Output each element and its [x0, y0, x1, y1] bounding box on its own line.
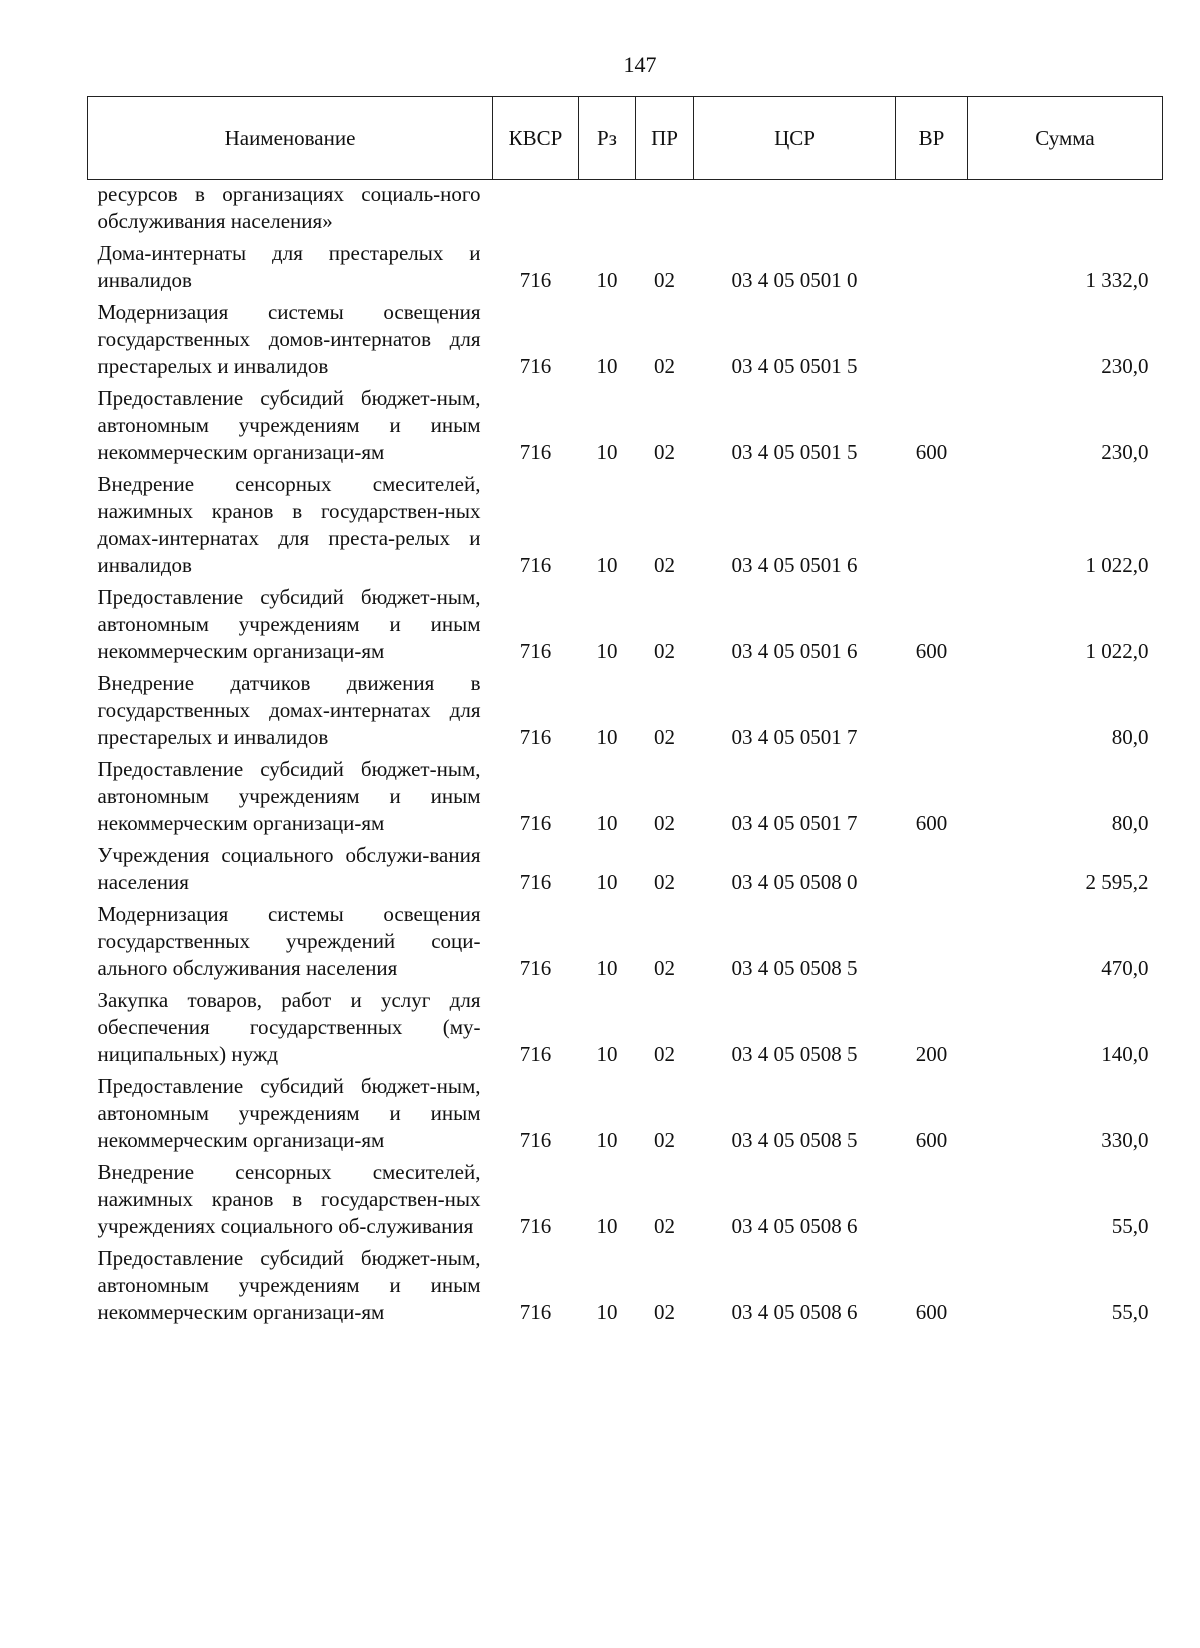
budget-table — [87, 96, 1163, 1326]
row-sum: 140,0 — [1101, 1042, 1149, 1066]
row-vr — [896, 294, 968, 380]
row-vr: 600 — [915, 639, 948, 663]
header-kvsr: КВСР — [493, 97, 579, 180]
table-row — [88, 1068, 1163, 1154]
header-sum: Сумма — [968, 97, 1163, 180]
table-row — [88, 380, 1163, 466]
row-csr — [694, 180, 896, 236]
row-name: Внедрение сенсорных смесителей, нажимных кранов в государствен-ных домах-интернатах для преста-релых и инвалидов — [97, 472, 481, 577]
row-vr: 600 — [915, 1300, 948, 1324]
row-rz: 10 — [596, 639, 618, 663]
row-pr: 02 — [654, 440, 675, 464]
row-sum: 1 022,0 — [1085, 553, 1149, 577]
row-sum: 1 022,0 — [1085, 639, 1149, 663]
row-csr: 03 4 05 0508 6 — [731, 1300, 858, 1324]
row-csr: 03 4 05 0501 6 — [731, 553, 858, 577]
row-csr: 03 4 05 0501 7 — [731, 725, 858, 749]
row-name: Модернизация системы освещения государственных домов-интернатов для престарелых и инвалидов — [97, 300, 481, 378]
header-name: Наименование — [88, 97, 493, 180]
row-sum: 470,0 — [1101, 956, 1149, 980]
row-sum: 2 595,2 — [1085, 870, 1149, 894]
row-name: Предоставление субсидий бюджет-ным, автономным учреждениям и иным некоммерческим организаци-ям — [97, 757, 481, 835]
row-sum: 230,0 — [1101, 354, 1149, 378]
row-csr: 03 4 05 0501 6 — [731, 639, 858, 663]
row-rz: 10 — [596, 440, 618, 464]
row-pr: 02 — [654, 268, 675, 292]
row-rz: 10 — [596, 1214, 618, 1238]
row-pr: 02 — [654, 354, 675, 378]
row-vr: 600 — [915, 811, 948, 835]
table-row — [88, 466, 1163, 579]
table-header — [88, 97, 1163, 180]
row-rz: 10 — [596, 553, 618, 577]
row-sum: 80,0 — [1111, 811, 1149, 835]
row-kvsr — [493, 180, 579, 236]
header-rz: Рз — [579, 97, 636, 180]
header-vr: ВР — [896, 97, 968, 180]
row-name: Предоставление субсидий бюджет-ным, автономным учреждениям и иным некоммерческим организаци-ям — [97, 1246, 481, 1324]
table-row — [88, 1240, 1163, 1326]
row-rz: 10 — [596, 1300, 618, 1324]
table-row — [88, 579, 1163, 665]
row-vr — [896, 1154, 968, 1240]
row-name: Внедрение датчиков движения в государственных домах-интернатах для престарелых и инвалидов — [97, 671, 481, 749]
row-rz: 10 — [596, 1042, 618, 1066]
table-row — [88, 751, 1163, 837]
row-pr: 02 — [654, 956, 675, 980]
table-row — [88, 837, 1163, 896]
row-rz: 10 — [596, 725, 618, 749]
row-kvsr: 716 — [519, 553, 552, 577]
row-csr: 03 4 05 0508 5 — [731, 1042, 858, 1066]
row-sum: 55,0 — [1111, 1300, 1149, 1324]
row-vr — [896, 837, 968, 896]
row-kvsr: 716 — [519, 956, 552, 980]
row-kvsr: 716 — [519, 811, 552, 835]
row-csr: 03 4 05 0508 5 — [731, 1128, 858, 1152]
row-pr — [636, 180, 694, 236]
row-csr: 03 4 05 0508 6 — [731, 1214, 858, 1238]
row-csr: 03 4 05 0508 0 — [731, 870, 858, 894]
row-name: Предоставление субсидий бюджет-ным, автономным учреждениям и иным некоммерческим организаци-ям — [97, 386, 481, 464]
row-name: ресурсов в организациях социаль-ного обслуживания населения» — [97, 182, 481, 233]
row-pr: 02 — [654, 1300, 675, 1324]
row-kvsr: 716 — [519, 1300, 552, 1324]
row-vr — [896, 235, 968, 294]
row-rz: 10 — [596, 811, 618, 835]
row-vr: 600 — [915, 440, 948, 464]
row-kvsr: 716 — [519, 354, 552, 378]
row-pr: 02 — [654, 725, 675, 749]
header-pr: ПР — [636, 97, 694, 180]
row-kvsr: 716 — [519, 725, 552, 749]
row-rz: 10 — [596, 870, 618, 894]
page-number: 147 — [623, 52, 657, 77]
row-sum: 80,0 — [1111, 725, 1149, 749]
row-kvsr: 716 — [519, 870, 552, 894]
row-pr: 02 — [654, 1214, 675, 1238]
row-kvsr: 716 — [519, 639, 552, 663]
row-pr: 02 — [654, 870, 675, 894]
row-rz: 10 — [596, 956, 618, 980]
row-csr: 03 4 05 0508 5 — [731, 956, 858, 980]
header-csr: ЦСР — [694, 97, 896, 180]
row-vr — [896, 896, 968, 982]
row-pr: 02 — [654, 811, 675, 835]
row-sum: 330,0 — [1101, 1128, 1149, 1152]
row-vr — [896, 180, 968, 236]
row-vr: 600 — [915, 1128, 948, 1152]
row-pr: 02 — [654, 553, 675, 577]
row-name: Предоставление субсидий бюджет-ным, автономным учреждениям и иным некоммерческим организаци-ям — [97, 585, 481, 663]
row-rz: 10 — [596, 354, 618, 378]
table-row — [88, 665, 1163, 751]
row-sum: 1 332,0 — [1085, 268, 1149, 292]
row-name: Учреждения социального обслужи-вания населения — [97, 843, 481, 894]
row-sum: 55,0 — [1111, 1214, 1149, 1238]
row-name: Модернизация системы освещения государственных учреждений соци-ального обслуживания населения — [97, 902, 481, 980]
row-csr: 03 4 05 0501 7 — [731, 811, 858, 835]
row-pr: 02 — [654, 639, 675, 663]
row-kvsr: 716 — [519, 440, 552, 464]
row-csr: 03 4 05 0501 5 — [731, 354, 858, 378]
row-kvsr: 716 — [519, 1214, 552, 1238]
table-row — [88, 896, 1163, 982]
row-vr — [896, 466, 968, 579]
table-row — [88, 180, 1163, 236]
row-pr: 02 — [654, 1128, 675, 1152]
row-sum — [968, 180, 1163, 236]
table-row — [88, 982, 1163, 1068]
row-csr: 03 4 05 0501 5 — [731, 440, 858, 464]
row-sum: 230,0 — [1101, 440, 1149, 464]
row-rz: 10 — [596, 268, 618, 292]
row-name: Внедрение сенсорных смесителей, нажимных кранов в государствен-ных учреждениях социального об-служивания — [97, 1160, 481, 1238]
row-kvsr: 716 — [519, 1042, 552, 1066]
row-kvsr: 716 — [519, 1128, 552, 1152]
row-csr: 03 4 05 0501 0 — [731, 268, 858, 292]
row-vr — [896, 665, 968, 751]
row-name: Предоставление субсидий бюджет-ным, автономным учреждениям и иным некоммерческим организаци-ям — [97, 1074, 481, 1152]
row-kvsr: 716 — [519, 268, 552, 292]
row-rz — [579, 180, 636, 236]
table-body — [88, 180, 1163, 1327]
row-vr: 200 — [915, 1042, 948, 1066]
row-name: Закупка товаров, работ и услуг для обеспечения государственных (му-ниципальных) нужд — [97, 988, 481, 1066]
row-pr: 02 — [654, 1042, 675, 1066]
row-rz: 10 — [596, 1128, 618, 1152]
table-row — [88, 1154, 1163, 1240]
row-name: Дома-интернаты для престарелых и инвалидов — [97, 241, 481, 292]
table-row — [88, 294, 1163, 380]
table-row — [88, 235, 1163, 294]
